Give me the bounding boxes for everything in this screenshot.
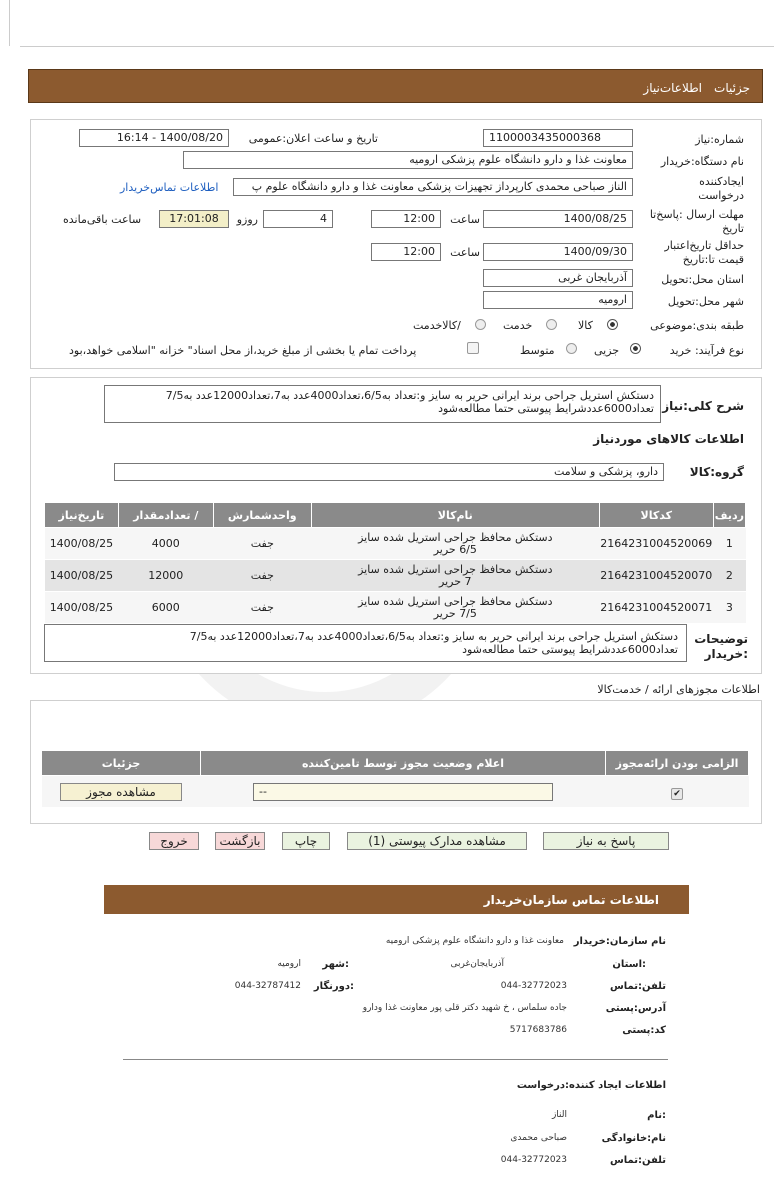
validity-label-2: قیمت تا:تاریخ <box>682 253 744 266</box>
buyer-contact-link[interactable]: اطلاعات تماس‌خریدار <box>120 181 219 194</box>
cell-qty: 6000 <box>118 592 213 624</box>
permit-row <box>42 776 749 808</box>
contact-city-value: ارومیه <box>277 959 301 969</box>
cell-name <box>311 528 599 560</box>
tab-details[interactable]: جزئیات <box>714 81 750 95</box>
buyer-notes-line1: دستکش استریل جراحی برند ایرانی حریر به سایز و:تعداد به6/5،تعداد4000عدد به7،تعداد12000عدد به7/5 <box>189 630 678 643</box>
cell-permit-status <box>201 776 606 808</box>
cell-name-line2: 7/5 حریر <box>433 606 477 620</box>
contact-address-value: جاده سلماس ، خ شهید دکتر قلی پور معاونت غذا ودارو <box>362 1003 567 1013</box>
validity-label: حداقل تاریخ‌اعتبار <box>664 239 744 252</box>
permit-status-field: -- <box>253 783 553 801</box>
cell-name-line2: 6/5 حریر <box>433 542 477 556</box>
contact-city-label: :شهر <box>322 959 349 970</box>
col-permit-details: جزئیات <box>42 751 201 776</box>
creator-info-title: اطلاعات ایجاد کننده:درخواست <box>516 1080 666 1091</box>
process-medium-radio[interactable] <box>566 343 577 354</box>
payment-note: پرداخت تمام یا بخشی از مبلغ خرید،از محل اسناد" خزانه "اسلامی خواهد،بود <box>69 344 417 357</box>
org-value: معاونت غذا و دارو دانشگاه علوم پزشکی ارومیه <box>385 936 564 946</box>
org-label: نام سازمان:خریدار <box>573 936 666 947</box>
goods-info-title: اطلاعات کالاهای موردنیاز <box>593 432 744 446</box>
process-type-label: نوع فرآیند: خرید <box>669 344 744 357</box>
deadline-time-field: 12:00 <box>371 210 441 228</box>
cell-code: 2164231004520071 <box>599 592 713 624</box>
cell-name-line1: دستکش محافظ جراحی استریل شده سایز <box>358 562 553 576</box>
buyer-field: معاونت غذا و دارو دانشگاه علوم پزشکی ارومیه <box>183 151 633 169</box>
creator-phone-value: 044-32772023 <box>500 1155 567 1165</box>
contact-phone-label: تلفن:تماس <box>609 981 666 992</box>
city-field: ارومیه <box>483 291 633 309</box>
cell-name-line2: 7 حریر <box>439 574 472 588</box>
permits-header-row <box>42 751 749 776</box>
time-label: ساعت <box>450 213 480 226</box>
cell-permit-required <box>606 776 749 808</box>
col-permit-status: اعلام وضعیت مجوز توسط تامین‌کننده <box>201 751 606 776</box>
frame-line <box>9 0 10 46</box>
cell-row: 3 <box>713 592 745 624</box>
creator-field: الناز صباحی محمدی کارپرداز تجهیزات پزشکی معاونت غذا و دارو دانشگاه علوم پ <box>233 178 633 196</box>
days-remaining-field: 4 <box>263 210 333 228</box>
cell-name-line1: دستکش محافظ جراحی استریل شده سایز <box>358 530 553 544</box>
remaining-time-field: 17:01:08 <box>159 210 229 228</box>
contact-address-label: آدرس:پستی <box>605 1003 666 1014</box>
announce-field: 1400/08/20 - 16:14 <box>79 129 229 147</box>
items-table <box>44 502 746 624</box>
cell-unit: جفت <box>213 592 311 624</box>
payment-checkbox[interactable] <box>467 342 479 354</box>
permits-title: اطلاعات مجوزهای ارائه / خدمت‌کالا <box>597 683 760 696</box>
creator-label-2: درخواست <box>698 189 744 202</box>
creator-name-value: الناز <box>551 1110 567 1120</box>
contact-phone-value: 044-32772023 <box>500 981 567 991</box>
col-unit: واحدشمارش <box>213 503 311 528</box>
exit-button[interactable]: خروج <box>149 832 199 850</box>
contact-header <box>104 885 689 914</box>
group-label: گروه:کالا <box>689 465 744 479</box>
announce-label: تاریخ و ساعت اعلان:عمومی <box>248 132 378 145</box>
contact-postal-value: 5717683786 <box>509 1025 567 1035</box>
attachments-button[interactable]: مشاهده مدارک پیوستی (1) <box>347 832 527 850</box>
reply-button[interactable]: پاسخ به نیاز <box>543 832 669 850</box>
cell-qty: 4000 <box>118 528 213 560</box>
contact-divider <box>123 1059 668 1060</box>
day-label: روزو <box>236 213 258 226</box>
category-service-radio[interactable] <box>546 319 557 330</box>
category-goods-label: کالا <box>578 319 593 332</box>
summary-label: شرح کلی:نیاز <box>662 399 744 413</box>
validity-time-field: 12:00 <box>371 243 441 261</box>
remaining-label: ساعت باقی‌مانده <box>63 213 142 226</box>
permits-table <box>41 750 749 808</box>
process-partial-radio[interactable] <box>630 343 641 354</box>
cell-permit-details <box>42 776 201 808</box>
col-date: تاریخ‌نیاز <box>45 503 119 528</box>
back-button[interactable]: بازگشت <box>215 832 265 850</box>
buyer-label: نام دستگاه:خریدار <box>660 155 744 168</box>
contact-province-label: :استان <box>612 959 646 970</box>
need-number-label: شماره:نیاز <box>695 133 744 146</box>
col-permit-required: الزامی بودن ارائه‌مجوز <box>606 751 749 776</box>
print-button[interactable]: چاپ <box>282 832 330 850</box>
contact-title: اطلاعات تماس سازمان‌خریدار <box>483 893 659 907</box>
summary-text-line1: دستکش استریل جراحی برند ایرانی حریر به سایز و:تعداد به6/5،تعداد4000عدد به7،تعداد12000عدد به7/5 <box>165 389 654 402</box>
table-row <box>45 592 746 624</box>
summary-box <box>104 385 661 423</box>
cell-unit: جفت <box>213 528 311 560</box>
creator-family-value: صباحی محمدی <box>510 1133 567 1143</box>
group-field: دارو، پزشکی و سلامت <box>114 463 664 481</box>
contact-fax-value: 044-32787412 <box>234 981 301 991</box>
table-row <box>45 528 746 560</box>
summary-text-line2: تعداد6000عددشرایط پیوستی حتما مطالعه‌شود <box>438 402 654 415</box>
creator-family-label: نام:خانوادگی <box>601 1133 666 1144</box>
col-name: نام‌کالا <box>311 503 599 528</box>
category-goods-service-radio[interactable] <box>475 319 486 330</box>
deadline-label-2: تاریخ <box>722 222 744 235</box>
creator-label: ایجادکننده <box>699 175 744 188</box>
deadline-label: مهلت ارسال :پاسخ‌تا <box>649 208 744 221</box>
tab-bar <box>28 69 763 103</box>
cell-date: 1400/08/25 <box>45 592 119 624</box>
cell-row: 1 <box>713 528 745 560</box>
cell-name <box>311 560 599 592</box>
deadline-date-field: 1400/08/25 <box>483 210 633 228</box>
cell-code: 2164231004520070 <box>599 560 713 592</box>
col-row: ردیف <box>713 503 745 528</box>
cell-date: 1400/08/25 <box>45 560 119 592</box>
col-code: کدکالا <box>599 503 713 528</box>
process-partial-label: جزیی <box>594 344 620 357</box>
creator-phone-label: تلفن:تماس <box>609 1155 666 1166</box>
contact-fax-label: :دورنگار <box>313 981 354 992</box>
cell-unit: جفت <box>213 560 311 592</box>
cell-date: 1400/08/25 <box>45 528 119 560</box>
cell-name-line1: دستکش محافظ جراحی استریل شده سایز <box>358 594 553 608</box>
category-goods-radio[interactable] <box>607 319 618 330</box>
col-qty: / تعدادمقدار <box>118 503 213 528</box>
table-row <box>45 560 746 592</box>
category-goods-service-label: /کالاخدمت <box>413 319 461 332</box>
buyer-notes-box <box>44 624 687 662</box>
category-label: طبقه بندی:موضوعی <box>650 319 744 332</box>
view-permit-button[interactable]: مشاهده مجوز <box>60 783 182 801</box>
city-label: شهر محل:تحویل <box>667 295 744 308</box>
buyer-notes-label: توضیحات <box>694 632 748 646</box>
buyer-notes-label-2: :خریدار <box>704 647 748 661</box>
cell-row: 2 <box>713 560 745 592</box>
frame-line <box>20 46 774 47</box>
province-field: آذربایجان غربی <box>483 269 633 287</box>
cell-qty: 12000 <box>118 560 213 592</box>
permit-required-checkbox[interactable]: ✔ <box>671 788 683 800</box>
buyer-notes-line2: تعداد6000عددشرایط پیوستی حتما مطالعه‌شود <box>462 643 678 656</box>
province-label: استان محل:تحویل <box>661 273 744 286</box>
category-service-label: خدمت <box>503 319 533 332</box>
contact-postal-label: کد:پستی <box>622 1025 666 1036</box>
process-medium-label: متوسط <box>520 344 555 357</box>
validity-date-field: 1400/09/30 <box>483 243 633 261</box>
need-number-field: 1100003435000368 <box>483 129 633 147</box>
validity-time-label: ساعت <box>450 246 480 259</box>
contact-province-value: آذربایجان‌غربی <box>450 959 504 969</box>
table-header-row <box>45 503 746 528</box>
cell-name <box>311 592 599 624</box>
creator-name-label: :نام <box>647 1110 666 1121</box>
cell-code: 2164231004520069 <box>599 528 713 560</box>
tab-need-info[interactable]: اطلاعات‌نیاز <box>643 81 702 95</box>
